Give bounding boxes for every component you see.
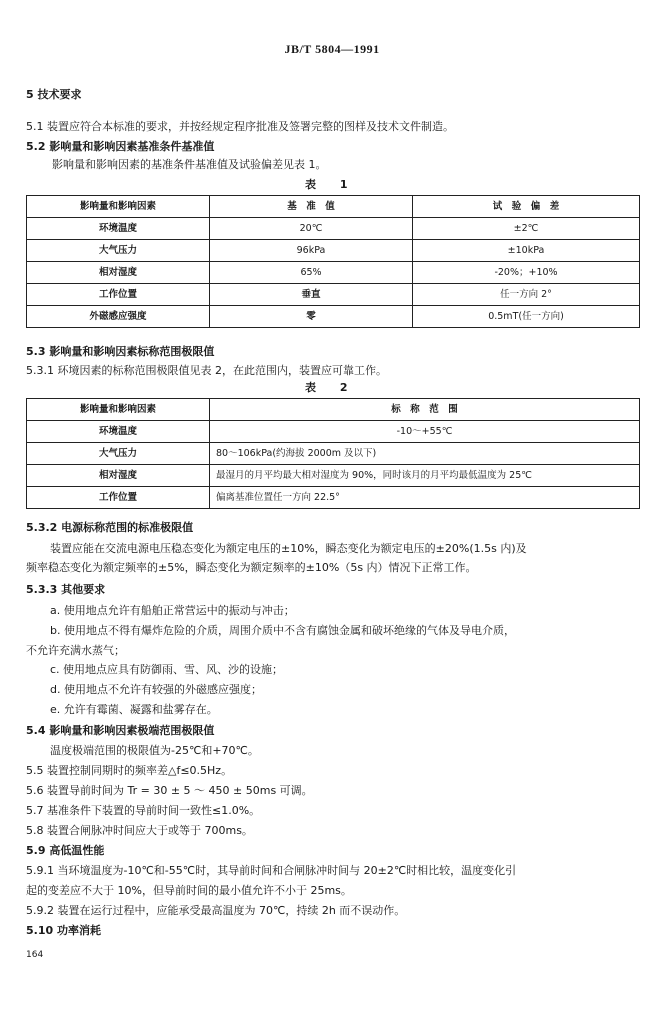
table-cell: 0.5mT(任一方向)	[413, 306, 640, 328]
table-cell: 垂直	[210, 284, 413, 306]
table-cell: ±10kPa	[413, 240, 640, 262]
table-header-row	[27, 196, 640, 218]
table-row	[27, 421, 640, 443]
para-5-4-heading: 5.4 影响量和影响因素极端范围极限值	[26, 724, 215, 737]
table-cell: 相对湿度	[27, 262, 210, 284]
para-5-10-heading: 5.10 功率消耗	[26, 924, 101, 937]
para-5-7: 5.7 基准条件下装置的导前时间一致性≤1.0%。	[26, 804, 261, 817]
list-item-a: a. 使用地点允许有船舶正常营运中的振动与冲击；	[50, 604, 295, 617]
section-5-heading: 5 技术要求	[26, 88, 82, 101]
para-5-8: 5.8 装置合闸脉冲时间应大于或等于 700ms。	[26, 824, 253, 837]
table-row	[27, 487, 640, 509]
table-header-row	[27, 399, 640, 421]
table1-caption: 表 1	[305, 178, 358, 191]
list-item-c: c. 使用地点应具有防御雨、雪、风、沙的设施；	[50, 663, 284, 676]
table-cell: 环境温度	[27, 218, 210, 240]
para-5-1: 5.1 装置应符合本标准的要求，并按经规定程序批准及签署完整的图样及技术文件制造。	[26, 120, 454, 133]
table-cell: -20%；+10%	[413, 262, 640, 284]
list-item-d: d. 使用地点不允许有较强的外磁感应强度；	[50, 683, 262, 696]
list-item-e: e. 允许有霉菌、凝露和盐雾存在。	[50, 703, 218, 716]
para-5-2-heading: 5.2 影响量和影响因素基准条件基准值	[26, 140, 215, 153]
table-cell: 最湿月的月平均最大相对湿度为 90%，同时该月的月平均最低温度为 25℃	[210, 465, 640, 487]
table-cell: 工作位置	[27, 284, 210, 306]
list-item-b-line2: 不允许充满水蒸气；	[26, 644, 125, 657]
para-5-9-1-line2: 起的变差应不大于 10%，但导前时间的最小值允许不小于 25ms。	[26, 884, 352, 897]
para-5-4-text: 温度极端范围的极限值为-25℃和+70℃。	[50, 744, 259, 757]
table-cell: 20℃	[210, 218, 413, 240]
table-cell: 环境温度	[27, 421, 210, 443]
table-row	[27, 443, 640, 465]
table-cell: 相对湿度	[27, 465, 210, 487]
para-5-3-2-heading: 5.3.2 电源标称范围的标准极限值	[26, 521, 194, 534]
para-5-9-heading: 5.9 高低温性能	[26, 844, 105, 857]
page-number: 164	[26, 950, 44, 960]
table-cell: ±2℃	[413, 218, 640, 240]
table-cell: 大气压力	[27, 240, 210, 262]
table1-header-col3: 试 验 偏 差	[413, 196, 640, 218]
table-row	[27, 465, 640, 487]
table2-header-col2: 标 称 范 围	[210, 399, 640, 421]
table-cell: -10～+55℃	[210, 421, 640, 443]
table-cell: 65%	[210, 262, 413, 284]
para-5-5: 5.5 装置控制同期时的频率差△f≤0.5Hz。	[26, 764, 233, 777]
page-header: JB/T 5804—1991	[284, 42, 380, 56]
table-cell: 任一方向 2°	[413, 284, 640, 306]
table-row	[27, 306, 640, 328]
para-5-9-2: 5.9.2 装置在运行过程中，应能承受最高温度为 70℃，持续 2h 而不误动作。	[26, 904, 406, 917]
table-2	[26, 398, 640, 509]
table-cell: 96kPa	[210, 240, 413, 262]
table-row	[27, 218, 640, 240]
para-5-9-1-line1: 5.9.1 当环境温度为-10℃和-55℃时，其导前时间和合闸脉冲时间与 20±2℃时相比较，温度变化引	[26, 864, 517, 877]
para-5-3-heading: 5.3 影响量和影响因素标称范围极限值	[26, 345, 215, 358]
table-row	[27, 262, 640, 284]
para-5-6: 5.6 装置导前时间为 Tr = 30 ± 5 ～ 450 ± 50ms 可调。	[26, 784, 313, 797]
table2-caption: 表 2	[305, 381, 358, 394]
table1-header-col2: 基 准 值	[210, 196, 413, 218]
list-item-b-line1: b. 使用地点不得有爆炸危险的介质，周围介质中不含有腐蚀金属和破坏绝缘的气体及导电介质，	[50, 624, 515, 637]
para-5-3-3-heading: 5.3.3 其他要求	[26, 583, 106, 596]
table-row	[27, 284, 640, 306]
table-cell: 零	[210, 306, 413, 328]
table-cell: 大气压力	[27, 443, 210, 465]
table-1	[26, 195, 640, 328]
para-5-2-text: 影响量和影响因素的基准条件基准值及试验偏差见表 1。	[52, 158, 327, 171]
table-cell: 偏离基准位置任一方向 22.5°	[210, 487, 640, 509]
table-cell: 工作位置	[27, 487, 210, 509]
table-cell: 外磁感应强度	[27, 306, 210, 328]
table-cell: 80～106kPa(约海拔 2000m 及以下)	[210, 443, 640, 465]
para-5-3-1: 5.3.1 环境因素的标称范围极限值见表 2，在此范围内，装置应可靠工作。	[26, 364, 387, 377]
table2-header-col1: 影响量和影响因素	[27, 399, 210, 421]
table1-header-col1: 影响量和影响因素	[27, 196, 210, 218]
para-5-3-2-line1: 装置应能在交流电源电压稳态变化为额定电压的±10%，瞬态变化为额定电压的±20%(1.5s 内)及	[50, 542, 527, 555]
table-row	[27, 240, 640, 262]
para-5-3-2-line2: 频率稳态变化为额定频率的±5%，瞬态变化为额定频率的±10%（5s 内）情况下正常工作。	[26, 561, 477, 574]
